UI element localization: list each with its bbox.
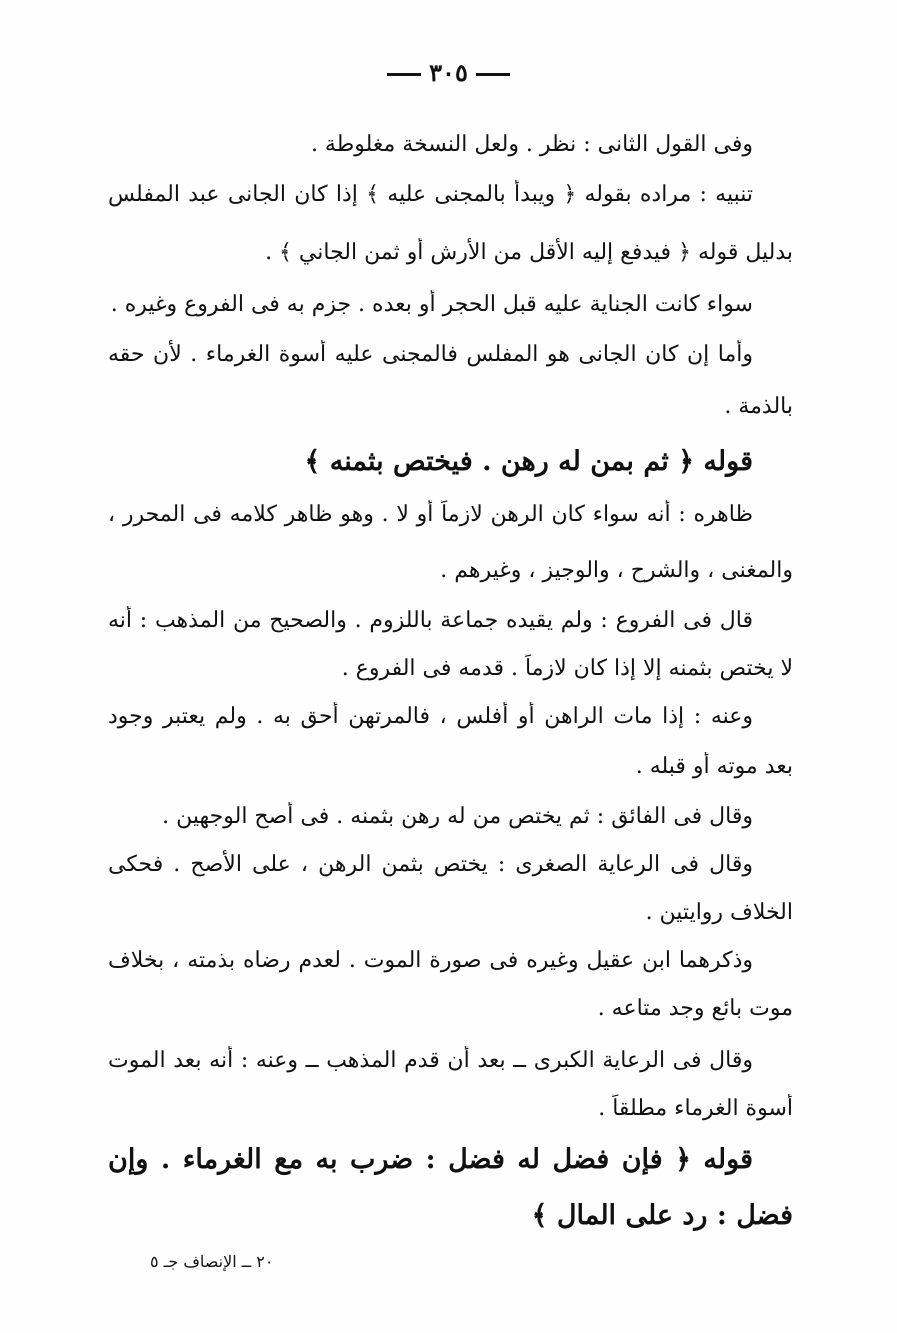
page-number [0, 58, 897, 87]
text-line: وقال فى الرعاية الصغرى : يختص بثمن الرهن ، على الأصح . فحكى [108, 852, 753, 877]
page-number-dash-left [387, 73, 421, 76]
text-line: تنبيه : مراده بقوله ﴿ ويبدأ بالمجنى عليه ﴾ إذا كان الجانى عبد المفلس [108, 182, 753, 207]
text-line: الخلاف روايتين . [645, 900, 793, 925]
text-line: وأما إن كان الجانى هو المفلس فالمجنى عليه أسوة الغرماء . لأن حقه [108, 342, 753, 367]
quoted-heading-line: قوله ﴿ فإن فضل له فضل : ضرب به مع الغرماء . وإن [108, 1144, 753, 1175]
text-line: بعد موته أو قبله . [635, 754, 793, 779]
text-line: موت بائع وجد متاعه . [597, 996, 793, 1021]
text-line: بدليل قوله ﴿ فيدفع إليه الأقل من الأرش أو ثمن الجاني ﴾ . [265, 240, 793, 265]
text-line: وذكرهما ابن عقيل وغيره فى صورة الموت . لعدم رضاه بذمته ، بخلاف [108, 948, 753, 973]
text-line: لا يختص بثمنه إلا إذا كان لازماً . قدمه فى الفروع . [341, 656, 793, 681]
text-line: أسوة الغرماء مطلقاً . [598, 1096, 793, 1121]
text-line: وقال فى الفائق : ثم يختص من له رهن بثمنه . فى أصح الوجهين . [162, 804, 753, 829]
text-line: سواء كانت الجناية عليه قبل الحجر أو بعده . جزم به فى الفروع وغيره . [110, 292, 753, 317]
page-number-dash-right [476, 73, 510, 76]
text-line: والمغنى ، والشرح ، والوجيز ، وغيرهم . [440, 558, 793, 583]
quoted-heading-line: قوله ﴿ ثم بمن له رهن . فيختص بثمنه ﴾ [304, 446, 753, 477]
text-line: ظاهره : أنه سواء كان الرهن لازماً أو لا . وهو ظاهر كلامه فى المحرر ، [108, 502, 753, 527]
quoted-heading-line: فضل : رد على المال ﴾ [531, 1200, 793, 1231]
text-line: وعنه : إذا مات الراهن أو أفلس ، فالمرتهن أحق به . ولم يعتبر وجود [108, 704, 753, 729]
text-line: بالذمة . [724, 394, 793, 419]
text-line: وقال فى الرعاية الكبرى ــ بعد أن قدم المذهب ــ وعنه : أنه بعد الموت [108, 1048, 753, 1073]
footer-signature: ٢٠ ــ الإنصاف جـ ٥ [150, 1252, 274, 1271]
page-number-text: ٣٠٥ [429, 58, 468, 87]
text-line: وفى القول الثانى : نظر . ولعل النسخة مغلوطة . [310, 132, 753, 157]
text-line: قال فى الفروع : ولم يقيده جماعة باللزوم . والصحيح من المذهب : أنه [108, 608, 753, 633]
